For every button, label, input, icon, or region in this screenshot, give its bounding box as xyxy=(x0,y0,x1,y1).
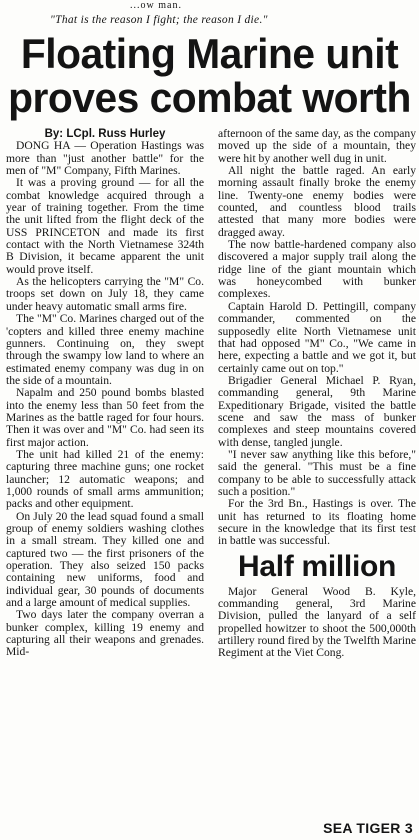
paragraph: "I never saw anything like this before," said the general. "This must be a fine company to be able to successfully attack such a position." xyxy=(218,447,416,498)
paragraph: Two days later the company overran a bunker complex, killing 19 enemy and capturing all their weapons and grenades. Mid- xyxy=(6,608,204,659)
paragraph: On July 20 the lead squad found a small group of enemy soldiers washing clothes in a small stream. They killed one and captured two — the first prisoners of the operation. They also seized 150 packs containing new uniforms, food and individual gear, 30 pounds of documents and a large amount of medical supplies. xyxy=(6,509,204,610)
article-headline: Floating Marine unit proves combat worth xyxy=(8,30,411,121)
sidebar-headline: Half million xyxy=(237,549,397,583)
sidebar-paragraph: Major General Wood B. Kyle, commanding general, 3rd Marine Division, pulled the lanyard of a self propelled howitzer to shoot the 500,000th artillery round fired by the Twelfth Marine Regiment at the Viet Cong. xyxy=(218,584,416,660)
paragraph: All night the battle raged. An early morning assault finally broke the enemy line. Twenty-one enemy bodies were counted, and countless blood trails attested that many more bodies were dragged away. xyxy=(218,164,416,239)
byline: By: LCpl. Russ Hurley xyxy=(44,128,166,140)
truncated-text-fragment: ...ow man. xyxy=(130,0,182,11)
paragraph: Captain Harold D. Pettingill, company commander, commented on the supposedly elite North Vietnamese unit that had opposed "M" Co., "We came in here, expecting a battle and we got it, but certainly came out on top." xyxy=(218,299,416,375)
paragraph: The unit had killed 21 of the enemy: capturing three machine guns; one rocket launcher; 12 automatic weapons; and 1,000 rounds of small arms ammunition; packs and other equipment. xyxy=(6,447,204,511)
paragraph: Napalm and 250 pound bombs blasted into the enemy less than 50 feet from the Marines as the battle raged for four hours. Then it was over and "M" Co. had seen its first major action. xyxy=(6,386,204,449)
quote-line: "That is the reason I fight; the reason I die." xyxy=(50,14,268,26)
right-column xyxy=(218,128,416,660)
paragraph: For the 3rd Bn., Hastings is over. The unit has returned to its floating home secure in the knowledge that its first test in battle was successful. xyxy=(218,497,416,548)
paragraph: DONG HA — Operation Hastings was more than "just another battle" for the men of "M" Company, Fifth Marines. xyxy=(6,139,204,178)
paragraph: Brigadier General Michael P. Ryan, commanding general, 9th Marine Expeditionary Brigade, visited the battle scene and saw the mass of bunker complexes and steep mountains covered with dense, tangled jungle. xyxy=(218,373,416,449)
paragraph: As the helicopters carrying the "M" Co. troops set down on July 18, they came under heavy automatic small arms fire. xyxy=(6,275,204,313)
left-column xyxy=(6,128,204,659)
paragraph: It was a proving ground — for all the combat knowledge acquired through a year of training together. From the time the unit lifted from the flight deck of the USS PRINCETON and made its first contact with the North Vietnamese 324th B Division, it became apparent the unit would prove itself. xyxy=(6,176,204,276)
page-footer-label: SEA TIGER 3 xyxy=(323,820,413,836)
paragraph: The now battle-hardened company also discovered a major supply trail along the ridge line of the giant mountain which was honeycombed with bunker complexes. xyxy=(218,238,416,301)
paragraph: The "M" Co. Marines charged out of the 'copters and killed three enemy machine gunners. Continuing on, they swept through the swampy low land to where an estimated enemy company was dug in on the side of a mountain. xyxy=(6,312,204,387)
paragraph: afternoon of the same day, as the company moved up the side of a mountain, they were hit by another well dug in unit. xyxy=(218,127,416,165)
